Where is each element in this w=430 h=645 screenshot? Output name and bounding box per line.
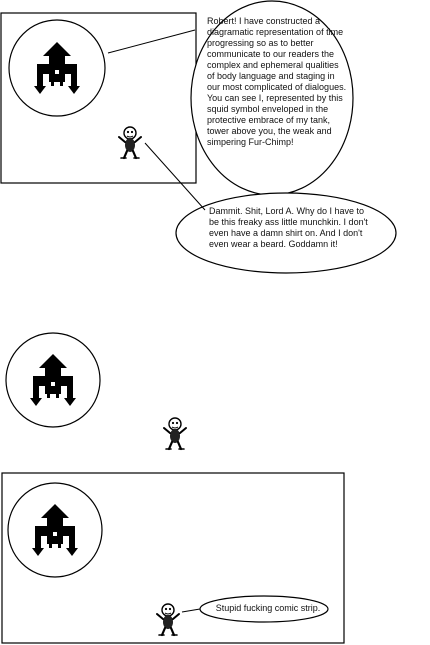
panel-2 [6,333,186,449]
chimp-figure [157,604,179,635]
robert-final-dialogue: Stupid fucking comic strip. [215,603,321,613]
panel-3 [2,473,344,643]
lord-a-dialogue: Robert! I have constructed a diagramatic representation of time progressing so as to better communicate to our readers the complex and ephemeral qualities of body language and staging in our most complicated of dialogues. You can see I, represented by this squid symbol enveloped in the protective embrace of my tank, tower above you, the weak and simpering Fur-Chimp! [207,16,347,147]
chimp-figure [119,127,141,158]
robert-dialogue: Dammit. Shit, Lord A. Why do I have to be this freaky ass little munchkin. I don't even have a damn shirt on. And I don't even wear a beard. Goddamn it! [209,206,368,249]
speech-tail-lord-a [108,30,195,53]
speech-tail-robert-final [182,609,200,612]
chimp-figure [164,418,186,449]
